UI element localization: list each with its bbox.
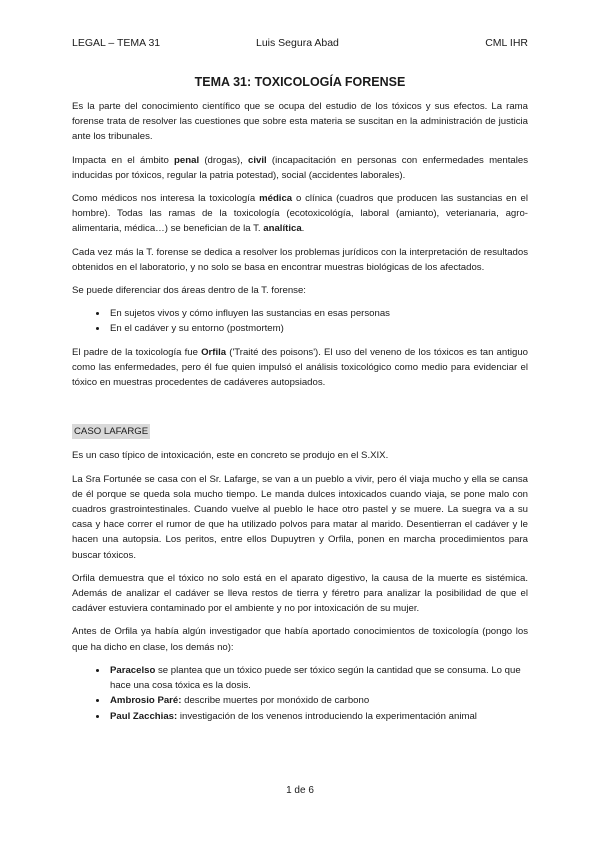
list-item: • En el cadáver y su entorno (postmortem) [108,321,528,336]
page-header [72,37,528,51]
list-item: • En sujetos vivos y cómo influyen las sustancias en esas personas [108,306,528,321]
paragraph-case-intro: Es un caso típico de intoxicación, este en concreto se produjo en el S.XIX. [72,450,389,462]
investigator-name: Paracelso [110,664,156,676]
list-item: • Ambrosio Paré: describe muertes por monóxido de carbono [108,693,528,708]
paragraph-scope: Impacta en el ámbito penal (drogas), civil (incapacitación en personas con enfermedades mentales inducidas por tóxicos, regular la patria potestad), social (accidentes laborales). [72,154,528,181]
page-number: 1 de 6 [286,785,314,796]
investigator-name: Paul Zacchias: [110,710,178,722]
document-body [72,74,528,732]
paragraph-case-orfila: Orfila demuestra que el tóxico no solo está en el aparato digestivo, la causa de la muerte es sistémica. Además de analizar el cadáver se lleva restos de tierra y féretro para analizar la posibilidad de que el cadáver estuviera contaminado por el ambiente y no por intoxicación de su mujer. [72,572,528,615]
paragraph-branches: Como médicos nos interesa la toxicología médica o clínica (cuadros que producen las sustancias en el hombre). Todas las ramas de la toxicología (ecotoxicológía, laboral (amianto), veterianaria, agro-alimentaria, médica…) se benefician de la T. analítica. [72,193,528,235]
investigator-name: Ambrosio Paré: [110,695,182,707]
paragraph-definition: Es la parte del conocimiento científico que se ocupa del estudio de los tóxicos y sus efectos. La rama forense trata de resolver las cuestiones que sobre esta materia se suscitan en la administración de justicia ante los tribunales. [72,101,528,143]
term-orfila: Orfila [201,346,227,358]
header-code: CML IHR [485,37,528,49]
investigators-list [72,663,528,724]
paragraph-case-story: La Sra Fortunée se casa con el Sr. Lafarge, se van a un pueblo a vivir, pero él viaja mucho y ella se cansa de él porque se queda sola mucho tiempo. Le manda dulces intoxicados cuando viaja, se pone malo con cuadros grastrointestinales. Cuando vuelve al pueblo le hace otro pastel y se muere. La suegra va a su casa y hace correr el rumor de que ha utilizado polvos para matar al marido. Desentierran el cadáver y le hacen una autopsia. Los peritos, entre ellos Dupuytren y Orfila, ponen en marcha procedimientos para buscar tóxicos. [72,473,528,561]
paragraph-areas-intro: Se puede diferenciar dos áreas dentro de la T. forense: [72,285,306,297]
page-title: TEMA 31: TOXICOLOGÍA FORENSE [194,75,406,89]
paragraph-lab: Cada vez más la T. forense se dedica a resolver los problemas jurídicos con la interpretación de resultados obtenidos en el laboratorio, y no solo se basa en encontrar muestras biológicas de los afectados. [72,246,528,273]
list-item: • Paul Zacchias: investigación de los venenos introduciendo la experimentación animal [108,709,528,724]
paragraph-predecessors: Antes de Orfila ya había algún investigador que había aportado conocimientos de toxicología (pongo los que ha dicho en clase, los demás no): [72,626,528,653]
term-civil: civil [248,154,267,166]
section-heading-lafarge: CASO LAFARGE [72,424,150,439]
term-penal: penal [174,154,200,166]
list-item: • Paracelso se plantea que un tóxico puede ser tóxico según la cantidad que se consuma. Lo que hace una cosa tóxica es la dosis. [108,663,528,693]
header-course: LEGAL – TEMA 31 [72,37,161,49]
areas-list [72,306,528,336]
paragraph-orfila: El padre de la toxicología fue Orfila ('Traité des poisons'). El uso del veneno de los tóxicos es tan antiguo como las enfermedades, pero él fue quien impulsó el análisis toxicológico como medio para evidenciar el tóxico en muestras procedentes de cadáveres autopsiados. [72,346,528,389]
header-author: Luis Segura Abad [256,37,339,49]
term-medica: médica [259,193,293,205]
term-analitica: analítica [263,223,302,235]
